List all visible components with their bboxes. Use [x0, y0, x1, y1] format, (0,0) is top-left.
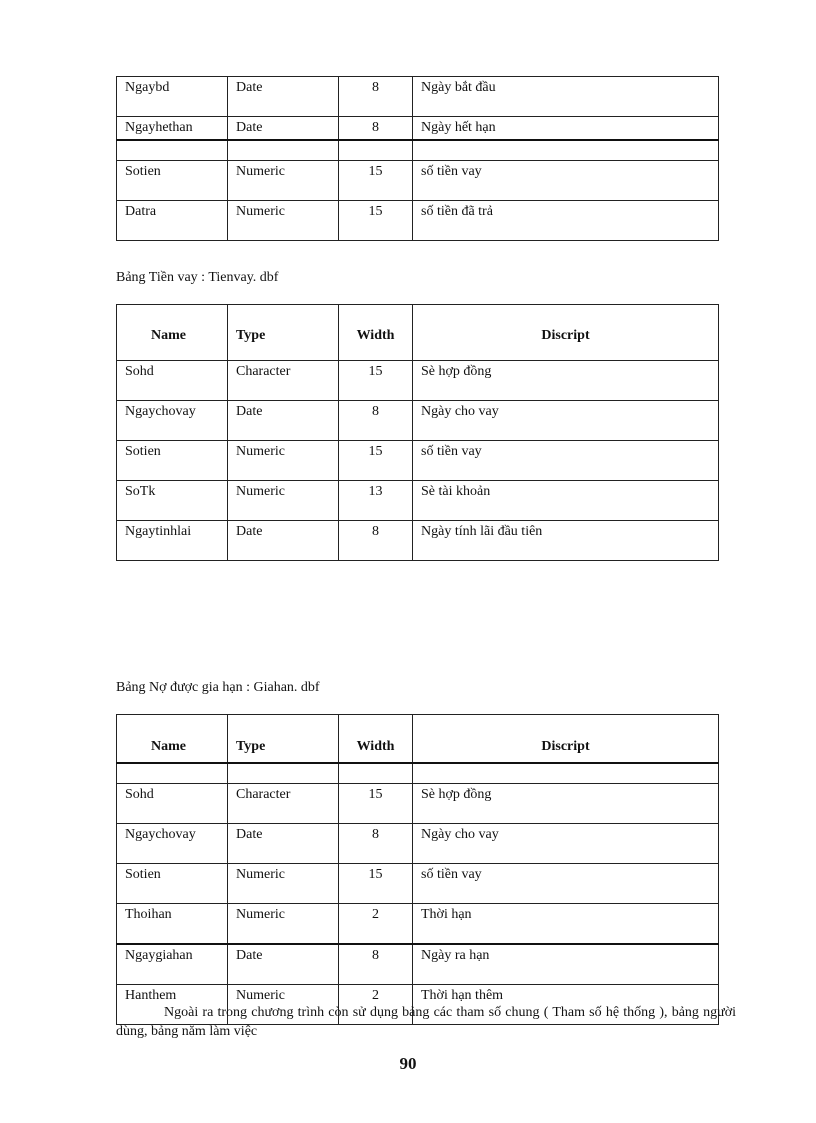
- field-description: Thời hạn: [413, 904, 719, 945]
- field-name: SoTk: [117, 481, 228, 521]
- table-row: [117, 824, 719, 864]
- empty-cell: [117, 140, 228, 161]
- table-row: [117, 864, 719, 904]
- empty-cell: [413, 140, 719, 161]
- empty-cell: [228, 140, 339, 161]
- table-row: [117, 521, 719, 561]
- field-type: Numeric: [228, 864, 339, 904]
- field-name: Hanthem: [117, 985, 228, 1025]
- table-row-empty: [117, 763, 719, 784]
- field-width: 15: [339, 201, 413, 241]
- table-row: [117, 481, 719, 521]
- table-row: [117, 401, 719, 441]
- field-type: Numeric: [228, 161, 339, 201]
- field-width: 15: [339, 441, 413, 481]
- table-row: [117, 904, 719, 945]
- table-giahan: [116, 714, 719, 1025]
- table-caption-giahan: Bảng Nợ được gia hạn : Giahan. dbf: [116, 680, 320, 695]
- field-name: Sotien: [117, 441, 228, 481]
- field-width: 8: [339, 401, 413, 441]
- empty-cell: [117, 763, 228, 784]
- field-description: Sè tài khoản: [413, 481, 719, 521]
- header-description: Discript: [413, 305, 719, 361]
- empty-cell: [228, 763, 339, 784]
- table-row: [117, 161, 719, 201]
- field-width: 15: [339, 784, 413, 824]
- field-type: Character: [228, 784, 339, 824]
- field-name: Sotien: [117, 161, 228, 201]
- field-name: Ngaytinhlai: [117, 521, 228, 561]
- header-name: Name: [117, 305, 228, 361]
- field-name: Ngaygiahan: [117, 944, 228, 985]
- field-description: Sè hợp đồng: [413, 361, 719, 401]
- table-row: [117, 117, 719, 141]
- field-width: 8: [339, 824, 413, 864]
- table-header-row: [117, 305, 719, 361]
- body-paragraph: Ngoài ra trong chương trình còn sử dụng bảng các tham số chung ( Tham số hệ thống ), bảng người dùng, bảng năm làm việc: [116, 1005, 736, 1039]
- table-caption-tienvay: Bảng Tiền vay : Tienvay. dbf: [116, 270, 279, 285]
- field-type: Numeric: [228, 481, 339, 521]
- table-row: [117, 201, 719, 241]
- field-type: Date: [228, 401, 339, 441]
- field-description: Sè hợp đồng: [413, 784, 719, 824]
- field-width: 2: [339, 985, 413, 1025]
- empty-cell: [339, 140, 413, 161]
- field-width: 2: [339, 904, 413, 945]
- field-name: Ngayhethan: [117, 117, 228, 141]
- field-type: Numeric: [228, 904, 339, 945]
- field-width: 15: [339, 161, 413, 201]
- field-description: Thời hạn thêm: [413, 985, 719, 1025]
- field-name: Sotien: [117, 864, 228, 904]
- field-type: Date: [228, 824, 339, 864]
- field-type: Date: [228, 117, 339, 141]
- field-width: 15: [339, 864, 413, 904]
- field-description: số tiền vay: [413, 864, 719, 904]
- field-name: Ngaychovay: [117, 824, 228, 864]
- table-row: [117, 361, 719, 401]
- header-width: Width: [339, 305, 413, 361]
- field-description: Ngày ra hạn: [413, 944, 719, 985]
- field-width: 8: [339, 521, 413, 561]
- field-type: Numeric: [228, 201, 339, 241]
- header-description: Discript: [413, 715, 719, 764]
- empty-cell: [339, 763, 413, 784]
- field-type: Date: [228, 521, 339, 561]
- table-row: [117, 441, 719, 481]
- field-description: số tiền vay: [413, 441, 719, 481]
- table-header-row: [117, 715, 719, 764]
- table-tienvay: [116, 304, 719, 561]
- field-type: Numeric: [228, 985, 339, 1025]
- table-row: [117, 944, 719, 985]
- field-description: Ngày hết hạn: [413, 117, 719, 141]
- field-width: 8: [339, 77, 413, 117]
- field-description: số tiền đã trả: [413, 201, 719, 241]
- empty-cell: [413, 763, 719, 784]
- header-name: Name: [117, 715, 228, 764]
- field-name: Sohd: [117, 361, 228, 401]
- field-type: Date: [228, 944, 339, 985]
- field-name: Ngaybd: [117, 77, 228, 117]
- field-name: Thoihan: [117, 904, 228, 945]
- field-description: số tiền vay: [413, 161, 719, 201]
- table-row: [117, 77, 719, 117]
- field-type: Character: [228, 361, 339, 401]
- field-description: Ngày bắt đầu: [413, 77, 719, 117]
- field-name: Datra: [117, 201, 228, 241]
- header-type: Type: [228, 305, 339, 361]
- field-type: Numeric: [228, 441, 339, 481]
- field-name: Ngaychovay: [117, 401, 228, 441]
- table-row-empty: [117, 140, 719, 161]
- field-width: 8: [339, 944, 413, 985]
- field-width: 15: [339, 361, 413, 401]
- page-number: 90: [399, 1054, 417, 1073]
- field-width: 13: [339, 481, 413, 521]
- field-name: Sohd: [117, 784, 228, 824]
- field-description: Ngày cho vay: [413, 824, 719, 864]
- field-width: 8: [339, 117, 413, 141]
- field-description: Ngày tính lãi đầu tiên: [413, 521, 719, 561]
- field-description: Ngày cho vay: [413, 401, 719, 441]
- header-type: Type: [228, 715, 339, 764]
- table-row: [117, 784, 719, 824]
- header-width: Width: [339, 715, 413, 764]
- table-continuation: [116, 76, 719, 241]
- field-type: Date: [228, 77, 339, 117]
